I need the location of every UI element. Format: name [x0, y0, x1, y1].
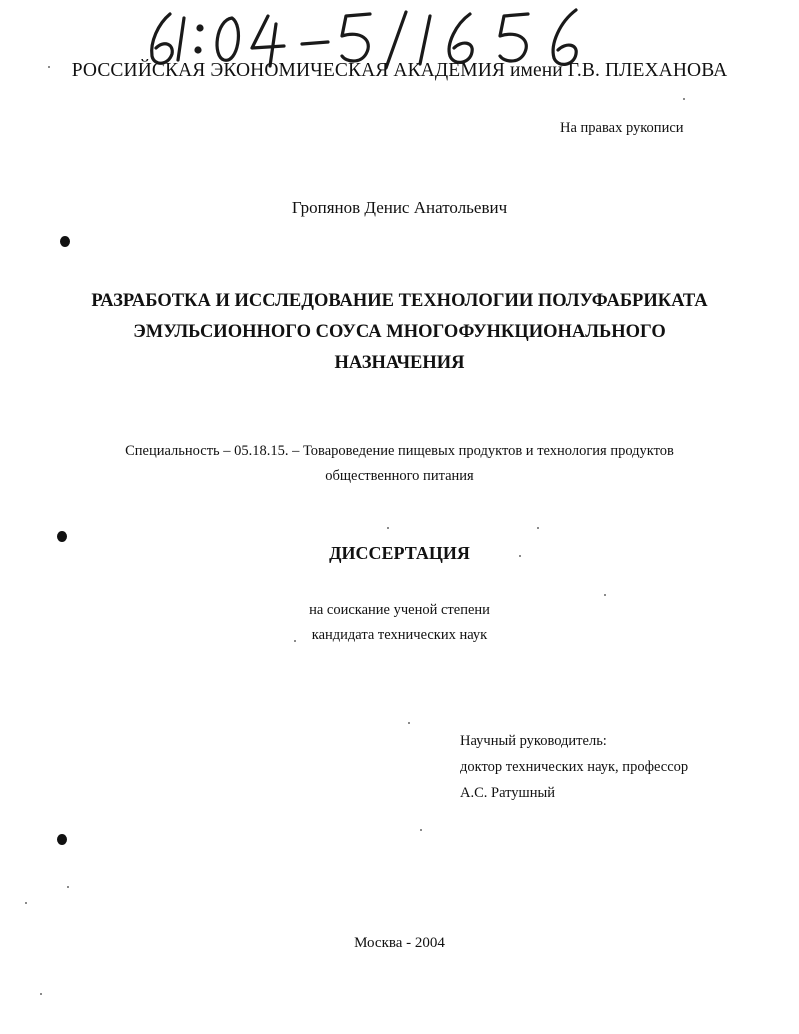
- scan-speck: [408, 722, 410, 724]
- document-type: ДИССЕРТАЦИЯ: [329, 543, 470, 563]
- scan-speck: [25, 902, 27, 904]
- scan-speck: [67, 886, 69, 888]
- degree-sought: [0, 598, 799, 648]
- author-name: Гропянов Денис Анатольевич: [291, 198, 508, 217]
- institution-name: РОССИЙСКАЯ ЭКОНОМИЧЕСКАЯ АКАДЕМИЯ имени Г.В. ПЛЕХАНОВА: [71, 60, 728, 81]
- scan-speck: [519, 555, 521, 557]
- specialty-line: Специальность – 05.18.15. – Товароведение пищевых продуктов и технология продуктов: [125, 443, 674, 459]
- scan-speck: [683, 98, 685, 100]
- advisor-line: Научный руководитель:: [460, 733, 607, 749]
- scan-speck: [40, 993, 42, 995]
- scientific-advisor: [460, 728, 688, 806]
- city-year: Москва - 2004: [354, 935, 445, 951]
- degree-line: кандидата технических наук: [311, 627, 488, 643]
- title-line: ЭМУЛЬСИОННОГО СОУСА МНОГОФУНКЦИОНАЛЬНОГО: [133, 322, 666, 342]
- punch-hole: [60, 236, 70, 247]
- title-line: НАЗНАЧЕНИЯ: [334, 353, 465, 373]
- degree-line: на соискание ученой степени: [309, 602, 490, 618]
- advisor-line: доктор технических наук, профессор: [460, 759, 689, 775]
- scan-speck: [537, 527, 539, 529]
- specialty-line: общественного питания: [325, 468, 474, 484]
- rights-note: На правах рукописи: [560, 120, 684, 136]
- punch-hole: [57, 834, 67, 845]
- specialty: [0, 439, 799, 489]
- title-line: РАЗРАБОТКА И ИССЛЕДОВАНИЕ ТЕХНОЛОГИИ ПОЛУФАБРИКАТА: [91, 291, 708, 311]
- dissertation-title: [0, 286, 799, 379]
- scan-speck: [48, 66, 50, 68]
- scan-speck: [387, 527, 389, 529]
- punch-hole: [57, 531, 67, 542]
- scan-speck: [294, 640, 296, 642]
- scan-speck: [420, 829, 422, 831]
- advisor-line: А.С. Ратушный: [460, 785, 555, 801]
- scan-speck: [604, 594, 606, 596]
